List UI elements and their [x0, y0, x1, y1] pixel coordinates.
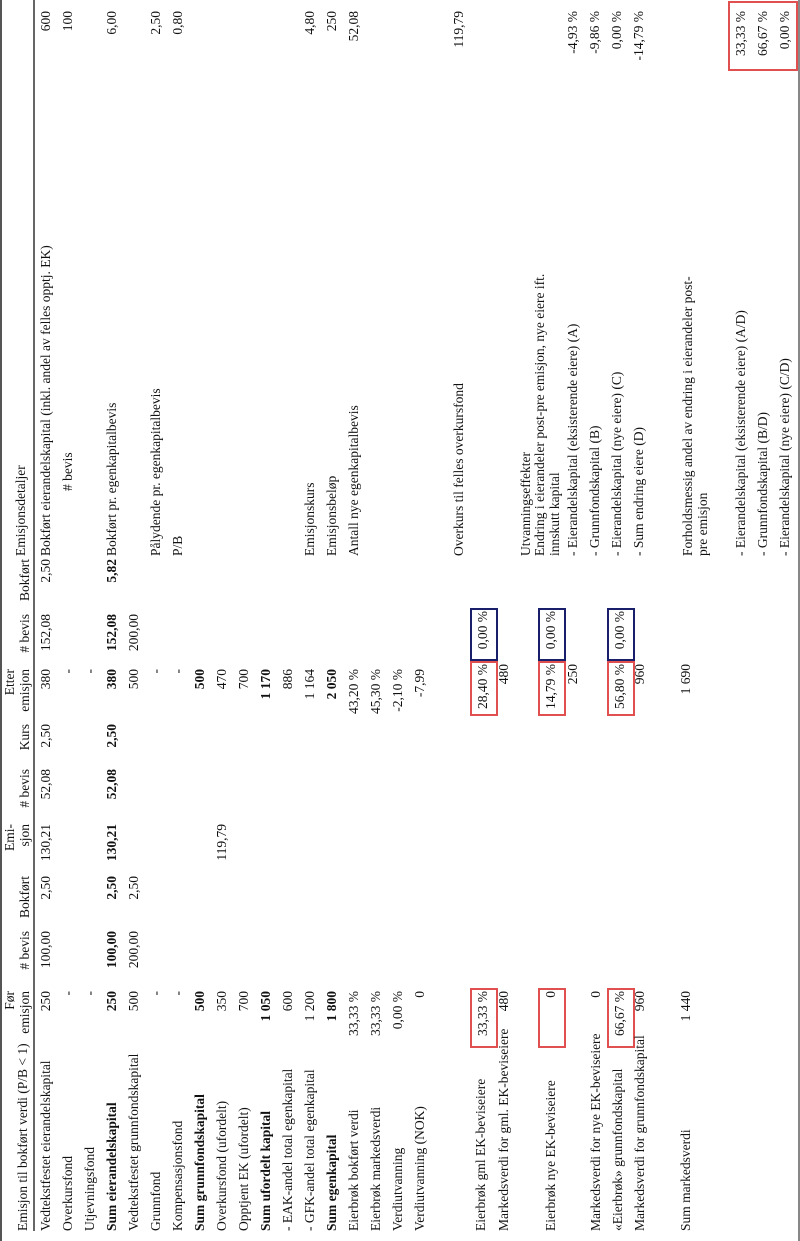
ratio-value: 0,00 % — [777, 11, 792, 50]
utvanning-title: Utvanningseffekter — [518, 452, 533, 556]
cell-for: 33,33 % — [368, 991, 383, 1036]
cell-for: 0 — [412, 991, 427, 998]
eierbrok-gfk-delta: 0,00 % — [612, 611, 627, 650]
row-label: Opptjent EK (ufordelt) — [236, 1107, 251, 1231]
row-label: Sum egenkapital — [324, 1134, 339, 1231]
cell-for: 1 800 — [324, 991, 339, 1022]
cell-bok1: 2,50 — [104, 876, 119, 900]
cell-for: - — [148, 991, 163, 996]
cell-etter: 500 — [126, 669, 141, 690]
cell-etter: 1 164 — [302, 669, 317, 700]
detail-value: 6,00 — [104, 11, 119, 35]
header-bevis-2: # bevis — [17, 769, 32, 808]
cell-bok2: 5,82 — [104, 559, 119, 583]
ratio-label: - Grunnfondskapital (B/D) — [755, 412, 770, 556]
endring-text: Endring i eierandeler post-pre emisjon, nye eiere ift. innskutt kapital — [532, 273, 562, 556]
cell-bevis3: 200,00 — [126, 614, 141, 652]
mv-nye-for: 0 — [588, 991, 603, 998]
cell-for: 600 — [280, 991, 295, 1012]
overkurs-value: 119,79 — [451, 11, 466, 48]
cell-for: 1 200 — [302, 991, 317, 1022]
cell-bevis1: 100,00 — [38, 931, 53, 969]
row-label: Eierbrøk markedsverdi — [368, 1106, 383, 1231]
sum-mv-label: Sum markedsverdi — [678, 1129, 693, 1231]
cell-kurs: 2,50 — [104, 724, 119, 748]
cell-etter: -7,99 — [412, 669, 427, 698]
row-label: Verdiutvanning — [390, 1147, 405, 1231]
header-emisjonsdetaljer: Emisjonsdetaljer — [13, 465, 28, 556]
cell-kurs: 2,50 — [38, 724, 53, 748]
sheet-title: Emisjon til bokført verdi (P/B < 1) — [15, 1043, 30, 1231]
cell-emi: 119,79 — [214, 824, 229, 861]
detail-value: 100 — [60, 11, 75, 32]
cell-etter: 886 — [280, 669, 295, 690]
eierbrok-nye-delta: 0,00 % — [543, 611, 558, 650]
cell-etter: -2,10 % — [390, 669, 405, 712]
ratio-value: 33,33 % — [733, 11, 748, 56]
header-bokfort-1: Bokført — [17, 876, 32, 918]
eierbrok-nye-label: Eierbrøk nye EK-beviseiere — [543, 1080, 558, 1231]
row-label: Sum ufordelt kapital — [258, 1110, 273, 1231]
cell-bok2: 2,50 — [38, 559, 53, 583]
row-label: Utjevningsfond — [82, 1147, 97, 1231]
cell-for: 1 050 — [258, 991, 273, 1022]
cell-etter: - — [170, 669, 185, 674]
cell-for: 700 — [236, 991, 251, 1012]
cell-for: - — [170, 991, 185, 996]
header-emisjon: Emi- sjon — [2, 824, 32, 851]
header-bevis-3: # bevis — [17, 614, 32, 653]
ratio-value: 66,67 % — [755, 11, 770, 56]
cell-etter: - — [148, 669, 163, 674]
row-label: Vedtekstfestet eierandelskapital — [38, 1060, 53, 1231]
cell-etter: 45,30 % — [368, 669, 383, 714]
cell-for: 33,33 % — [346, 991, 361, 1036]
cell-etter: 1 170 — [258, 669, 273, 700]
mv-nye-etter: 250 — [565, 664, 580, 685]
ratio-label: - Eierandelskapital (eksisterende eiere) (A/D) — [733, 310, 748, 556]
header-for-emisjon: Før emisjon — [2, 991, 32, 1034]
row-label: Kompensasjonsfond — [170, 1120, 185, 1231]
cell-etter: - — [82, 669, 97, 674]
row-label: Overkursfond — [60, 1156, 75, 1231]
detail-value: 0,80 — [170, 11, 185, 35]
cell-bok1: 2,50 — [38, 876, 53, 900]
effect-label: - Sum endring eiere (D) — [631, 427, 646, 556]
detail-value: 4,80 — [302, 11, 317, 35]
overkurs-label: Overkurs til felles overkursfond — [451, 383, 466, 556]
eierbrok-gml-delta: 0,00 % — [475, 611, 490, 650]
cell-emi: 130,21 — [38, 824, 53, 862]
detail-label: Pålydende pr. egenkapitalbevis — [148, 388, 163, 556]
effect-value: -9,86 % — [587, 11, 602, 54]
mv-gml-for: 480 — [496, 991, 511, 1012]
cell-bok1: 2,50 — [126, 876, 141, 900]
left-border — [0, 0, 2, 1241]
row-label: - GFK-andel total egenkapital — [302, 1069, 317, 1231]
cell-for: 500 — [192, 991, 207, 1012]
effect-value: -4,93 % — [565, 11, 580, 54]
row-label: Sum eierandelskapital — [104, 1102, 119, 1231]
sum-mv-etter: 1 690 — [678, 664, 693, 695]
effect-label: - Grunnfondskapital (B) — [587, 425, 602, 556]
mv-gfk-for: 960 — [632, 991, 647, 1012]
cell-bevis2: 52,08 — [104, 769, 119, 800]
cell-for: - — [60, 991, 75, 996]
eierbrok-nye-for: 0 — [543, 991, 558, 998]
detail-value: 52,08 — [346, 11, 361, 42]
eierbrok-gfk-etter: 56,80 % — [612, 664, 627, 709]
cell-etter: 2 050 — [324, 669, 339, 700]
cell-etter: 500 — [192, 669, 207, 690]
eierbrok-gfk-for: 66,67 % — [612, 991, 627, 1036]
row-label: Eierbrøk bokført verdi — [346, 1109, 361, 1231]
detail-value: 250 — [324, 11, 339, 32]
mv-gml-etter: 480 — [496, 664, 511, 685]
cell-bevis1: 100,00 — [104, 931, 119, 969]
row-label: Grunnfond — [148, 1171, 163, 1231]
eierbrok-gml-etter: 28,40 % — [475, 664, 490, 709]
cell-emi: 130,21 — [104, 824, 119, 862]
cell-for: - — [82, 991, 97, 996]
mv-gml-label: Markedsverdi for gml. EK-beviseiere — [496, 1028, 511, 1231]
header-bevis-1: # bevis — [17, 931, 32, 970]
cell-for: 500 — [126, 991, 141, 1012]
detail-label: P/B — [170, 535, 185, 556]
cell-for: 0,00 % — [390, 991, 405, 1030]
row-label: - EAK-andel total egenkapital — [280, 1068, 295, 1231]
ratio-label: - Eierandelskapital (nye eiere) (C/D) — [777, 358, 792, 556]
cell-etter: 43,20 % — [346, 669, 361, 714]
forhold-text: Forholdsmessig andel av endring i eierandeler post- pre emisjon — [680, 276, 710, 556]
detail-label: Antall nye egenkapitalbevis — [346, 405, 361, 556]
eierbrok-gml-for: 33,33 % — [475, 991, 490, 1036]
cell-for: 350 — [214, 991, 229, 1012]
cell-etter: 380 — [104, 669, 119, 690]
header-bokfort-2: Bokført — [17, 559, 32, 601]
cell-etter: 470 — [214, 669, 229, 690]
detail-label: # bevis — [60, 452, 75, 491]
cell-bevis1: 200,00 — [126, 931, 141, 969]
header-etter-emisjon: Etter emisjon — [2, 669, 32, 712]
effect-label: - Eierandelskapital (eksisterende eiere) (A) — [565, 323, 580, 556]
row-label: Verdiutvanning (NOK) — [412, 1106, 427, 1231]
cell-bevis3: 152,08 — [104, 614, 119, 652]
cell-etter: 380 — [38, 669, 53, 690]
effect-value: 0,00 % — [609, 11, 624, 50]
cell-for: 250 — [104, 991, 119, 1012]
row-label: Sum grunnfondskapital — [192, 1094, 207, 1231]
effect-value: -14,79 % — [631, 11, 646, 61]
mv-gfk-etter: 960 — [632, 664, 647, 685]
detail-label: Emisjonsbeløp — [324, 475, 339, 556]
sum-mv-for: 1 440 — [678, 991, 693, 1022]
cell-for: 250 — [38, 991, 53, 1012]
cell-etter: - — [60, 669, 75, 674]
detail-label: Bokført eierandelskapital (inkl. andel av felles opptj. EK) — [38, 245, 53, 556]
detail-value: 2,50 — [148, 11, 163, 35]
cell-etter: 700 — [236, 669, 251, 690]
row-label: Vedtekstfestet grunnfondskapital — [126, 1053, 141, 1231]
eierbrok-nye-etter: 14,79 % — [543, 664, 558, 709]
detail-label: Emisjonskurs — [302, 482, 317, 556]
detail-label: Bokført pr. egenkapitalbevis — [104, 402, 119, 556]
cell-bevis3: 152,08 — [38, 614, 53, 652]
eierbrok-gfk-label: «Eierbrøk» grunnfondskapital — [610, 1068, 625, 1231]
mv-nye-label: Markedsverdi for nye EK-beviseiere — [588, 1033, 603, 1231]
mv-gfk-label: Markedsverdi for grunnfondskapital — [632, 1035, 647, 1231]
header-kurs: Kurs — [17, 724, 32, 751]
eierbrok-gml-label: Eierbrøk gml EK-beviseiere — [473, 1078, 488, 1231]
effect-label: - Eierandelskapital (nye eiere) (C) — [609, 371, 624, 556]
cell-bevis2: 52,08 — [38, 769, 53, 800]
detail-value: 600 — [38, 11, 53, 32]
row-label: Overkursfond (ufordelt) — [214, 1100, 229, 1231]
